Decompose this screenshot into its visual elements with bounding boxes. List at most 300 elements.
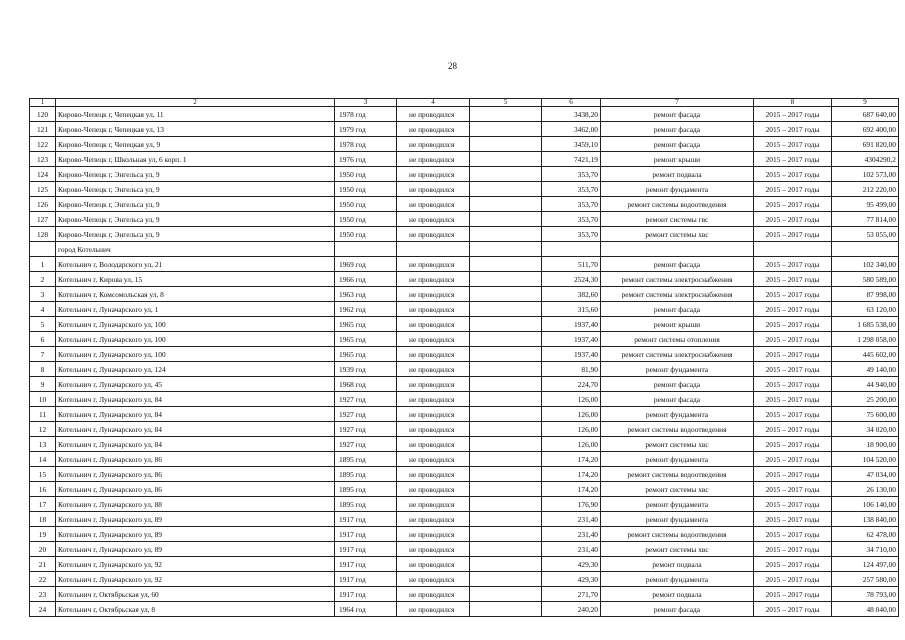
area-cell: 429,30: [542, 572, 601, 587]
cost-cell: 78 793,00: [832, 587, 899, 602]
period-cell: [754, 242, 832, 257]
table-row: [30, 332, 899, 347]
address-cell: Котельнич г, Володарского ул, 21: [56, 257, 335, 272]
table-row: [30, 137, 899, 152]
cost-cell: 47 034,00: [832, 467, 899, 482]
address-cell: Котельнич г, Луначарского ул, 88: [56, 497, 335, 512]
last-repair-cell: не проводился: [397, 122, 470, 137]
column-number: 8: [754, 99, 832, 107]
column-5-cell: [470, 317, 542, 332]
cost-cell: 87 998,00: [832, 287, 899, 302]
table-row: [30, 302, 899, 317]
period-cell: 2015 – 2017 годы: [754, 107, 832, 122]
row-number: 15: [30, 467, 56, 482]
column-5-cell: [470, 527, 542, 542]
area-cell: 353,70: [542, 197, 601, 212]
area-cell: 353,70: [542, 227, 601, 242]
address-cell: Кирово-Чепецк г, Чепецкая ул, 11: [56, 107, 335, 122]
row-number: 11: [30, 407, 56, 422]
period-cell: 2015 – 2017 годы: [754, 332, 832, 347]
cost-cell: 63 120,00: [832, 302, 899, 317]
work-type-cell: ремонт системы хвс: [601, 227, 754, 242]
area-cell: 174,20: [542, 482, 601, 497]
row-number: 1: [30, 257, 56, 272]
column-number: 5: [470, 99, 542, 107]
cost-cell: 691 820,00: [832, 137, 899, 152]
year-built-cell: 1927 год: [335, 392, 397, 407]
row-number: [30, 242, 56, 257]
address-cell: Котельнич г, Луначарского ул, 92: [56, 557, 335, 572]
column-5-cell: [470, 377, 542, 392]
row-number: 126: [30, 197, 56, 212]
column-5-cell: [470, 257, 542, 272]
work-type-cell: ремонт системы водоотведения: [601, 527, 754, 542]
last-repair-cell: не проводился: [397, 287, 470, 302]
row-number: 5: [30, 317, 56, 332]
last-repair-cell: [397, 242, 470, 257]
cost-cell: 18 900,00: [832, 437, 899, 452]
year-built-cell: 1927 год: [335, 437, 397, 452]
table-row: [30, 317, 899, 332]
cost-cell: 25 200,00: [832, 392, 899, 407]
cost-cell: 692 400,00: [832, 122, 899, 137]
period-cell: 2015 – 2017 годы: [754, 272, 832, 287]
year-built-cell: 1950 год: [335, 182, 397, 197]
column-5-cell: [470, 152, 542, 167]
last-repair-cell: не проводился: [397, 302, 470, 317]
cost-cell: 49 140,00: [832, 362, 899, 377]
table-row: [30, 467, 899, 482]
work-type-cell: ремонт системы водоотведения: [601, 197, 754, 212]
work-type-cell: ремонт системы электроснабжения: [601, 287, 754, 302]
address-cell: Котельнич г, Луначарского ул, 124: [56, 362, 335, 377]
row-number: 124: [30, 167, 56, 182]
period-cell: 2015 – 2017 годы: [754, 572, 832, 587]
area-cell: 1937,40: [542, 317, 601, 332]
column-5-cell: [470, 587, 542, 602]
address-cell: Котельнич г, Комсомольская ул, 8: [56, 287, 335, 302]
year-built-cell: 1979 год: [335, 122, 397, 137]
cost-cell: 257 580,00: [832, 572, 899, 587]
last-repair-cell: не проводился: [397, 452, 470, 467]
year-built-cell: 1917 год: [335, 587, 397, 602]
year-built-cell: 1917 год: [335, 572, 397, 587]
row-number: 121: [30, 122, 56, 137]
year-built-cell: 1917 год: [335, 542, 397, 557]
address-cell: Котельнич г, Луначарского ул, 89: [56, 512, 335, 527]
row-number: 6: [30, 332, 56, 347]
table-row: [30, 257, 899, 272]
address-cell: Кирово-Чепецк г, Энгельса ул, 9: [56, 182, 335, 197]
last-repair-cell: не проводился: [397, 437, 470, 452]
column-5-cell: [470, 512, 542, 527]
row-number: 13: [30, 437, 56, 452]
address-cell: Котельнич г, Луначарского ул, 84: [56, 407, 335, 422]
address-cell: Котельнич г, Луначарского ул, 1: [56, 302, 335, 317]
period-cell: 2015 – 2017 годы: [754, 257, 832, 272]
capital-repair-table: [29, 98, 899, 617]
last-repair-cell: не проводился: [397, 167, 470, 182]
work-type-cell: ремонт системы электроснабжения: [601, 347, 754, 362]
address-cell: Котельнич г, Луначарского ул, 89: [56, 542, 335, 557]
address-cell: Котельнич г, Октябрьская ул, 60: [56, 587, 335, 602]
work-type-cell: ремонт фасада: [601, 107, 754, 122]
cost-cell: 124 497,00: [832, 557, 899, 572]
column-5-cell: [470, 302, 542, 317]
address-cell: Котельнич г, Луначарского ул, 100: [56, 332, 335, 347]
work-type-cell: ремонт фасада: [601, 302, 754, 317]
work-type-cell: ремонт системы хвс: [601, 542, 754, 557]
cost-cell: 26 130,00: [832, 482, 899, 497]
column-5-cell: [470, 452, 542, 467]
table-row: [30, 512, 899, 527]
year-built-cell: 1964 год: [335, 602, 397, 617]
address-cell: Кирово-Чепецк г, Энгельса ул, 9: [56, 212, 335, 227]
work-type-cell: ремонт фундамента: [601, 512, 754, 527]
last-repair-cell: не проводился: [397, 137, 470, 152]
year-built-cell: 1950 год: [335, 227, 397, 242]
period-cell: 2015 – 2017 годы: [754, 212, 832, 227]
last-repair-cell: не проводился: [397, 392, 470, 407]
work-type-cell: ремонт фасада: [601, 602, 754, 617]
column-number: 6: [542, 99, 601, 107]
last-repair-cell: не проводился: [397, 587, 470, 602]
table-row: [30, 407, 899, 422]
last-repair-cell: не проводился: [397, 257, 470, 272]
period-cell: 2015 – 2017 годы: [754, 542, 832, 557]
last-repair-cell: не проводился: [397, 602, 470, 617]
last-repair-cell: не проводился: [397, 557, 470, 572]
table-row: [30, 287, 899, 302]
cost-cell: 44 940,00: [832, 377, 899, 392]
table-row: [30, 602, 899, 617]
address-cell: Котельнич г, Луначарского ул, 84: [56, 392, 335, 407]
row-number: 3: [30, 287, 56, 302]
period-cell: 2015 – 2017 годы: [754, 527, 832, 542]
work-type-cell: ремонт фасада: [601, 377, 754, 392]
row-number: 7: [30, 347, 56, 362]
period-cell: 2015 – 2017 годы: [754, 512, 832, 527]
last-repair-cell: не проводился: [397, 332, 470, 347]
table-row: [30, 497, 899, 512]
area-cell: 353,70: [542, 212, 601, 227]
row-number: 19: [30, 527, 56, 542]
work-type-cell: ремонт системы гвс: [601, 212, 754, 227]
address-cell: Котельнич г, Луначарского ул, 45: [56, 377, 335, 392]
column-5-cell: [470, 467, 542, 482]
period-cell: 2015 – 2017 годы: [754, 587, 832, 602]
area-cell: 174,20: [542, 467, 601, 482]
period-cell: 2015 – 2017 годы: [754, 467, 832, 482]
address-cell: город Котельнич: [56, 242, 335, 257]
cost-cell: 104 520,00: [832, 452, 899, 467]
row-number: 9: [30, 377, 56, 392]
year-built-cell: 1950 год: [335, 167, 397, 182]
cost-cell: 1 298 058,00: [832, 332, 899, 347]
year-built-cell: 1963 год: [335, 287, 397, 302]
column-5-cell: [470, 557, 542, 572]
cost-cell: 102 573,00: [832, 167, 899, 182]
address-cell: Кирово-Чепецк г, Чепецкая ул, 13: [56, 122, 335, 137]
cost-cell: 34 020,00: [832, 422, 899, 437]
year-built-cell: 1917 год: [335, 527, 397, 542]
period-cell: 2015 – 2017 годы: [754, 602, 832, 617]
year-built-cell: 1917 год: [335, 557, 397, 572]
last-repair-cell: не проводился: [397, 212, 470, 227]
column-5-cell: [470, 602, 542, 617]
year-built-cell: [335, 242, 397, 257]
work-type-cell: ремонт фасада: [601, 122, 754, 137]
period-cell: 2015 – 2017 годы: [754, 557, 832, 572]
cost-cell: 53 055,00: [832, 227, 899, 242]
year-built-cell: 1969 год: [335, 257, 397, 272]
table-row: [30, 587, 899, 602]
row-number: 125: [30, 182, 56, 197]
row-number: 4: [30, 302, 56, 317]
address-cell: Кирово-Чепецк г, Энгельса ул, 9: [56, 227, 335, 242]
column-number: 3: [335, 99, 397, 107]
row-number: 122: [30, 137, 56, 152]
cost-cell: 1 685 538,00: [832, 317, 899, 332]
period-cell: 2015 – 2017 годы: [754, 152, 832, 167]
row-number: 24: [30, 602, 56, 617]
work-type-cell: ремонт фундамента: [601, 362, 754, 377]
work-type-cell: ремонт фундамента: [601, 407, 754, 422]
cost-cell: 138 840,00: [832, 512, 899, 527]
column-number: 7: [601, 99, 754, 107]
cost-cell: 106 140,00: [832, 497, 899, 512]
area-cell: 224,70: [542, 377, 601, 392]
work-type-cell: ремонт фасада: [601, 257, 754, 272]
area-cell: 1937,40: [542, 347, 601, 362]
period-cell: 2015 – 2017 годы: [754, 227, 832, 242]
column-5-cell: [470, 242, 542, 257]
year-built-cell: 1927 год: [335, 407, 397, 422]
column-number: 2: [56, 99, 335, 107]
cost-cell: 62 478,00: [832, 527, 899, 542]
table-row: [30, 167, 899, 182]
column-5-cell: [470, 182, 542, 197]
address-cell: Котельнич г, Октябрьская ул, 8: [56, 602, 335, 617]
table-row: [30, 557, 899, 572]
area-cell: 231,40: [542, 542, 601, 557]
column-5-cell: [470, 332, 542, 347]
area-cell: 1937,40: [542, 332, 601, 347]
row-number: 8: [30, 362, 56, 377]
table-row: [30, 182, 899, 197]
year-built-cell: 1895 год: [335, 467, 397, 482]
table-row: [30, 542, 899, 557]
period-cell: 2015 – 2017 годы: [754, 362, 832, 377]
area-cell: 511,70: [542, 257, 601, 272]
column-5-cell: [470, 572, 542, 587]
column-5-cell: [470, 362, 542, 377]
period-cell: 2015 – 2017 годы: [754, 137, 832, 152]
address-cell: Котельнич г, Луначарского ул, 89: [56, 527, 335, 542]
table-row: [30, 377, 899, 392]
area-cell: 271,70: [542, 587, 601, 602]
area-cell: 382,60: [542, 287, 601, 302]
table-row: [30, 437, 899, 452]
period-cell: 2015 – 2017 годы: [754, 347, 832, 362]
period-cell: 2015 – 2017 годы: [754, 302, 832, 317]
work-type-cell: ремонт системы водоотведения: [601, 422, 754, 437]
page-number: 28: [448, 61, 457, 71]
area-cell: [542, 242, 601, 257]
row-number: 23: [30, 587, 56, 602]
row-number: 21: [30, 557, 56, 572]
address-cell: Котельнич г, Луначарского ул, 92: [56, 572, 335, 587]
work-type-cell: ремонт подвала: [601, 167, 754, 182]
address-cell: Кирово-Чепецк г, Чепецкая ул, 9: [56, 137, 335, 152]
column-5-cell: [470, 437, 542, 452]
column-5-cell: [470, 227, 542, 242]
work-type-cell: ремонт фасада: [601, 137, 754, 152]
row-number: 22: [30, 572, 56, 587]
area-cell: 231,40: [542, 527, 601, 542]
table-row: [30, 527, 899, 542]
work-type-cell: ремонт крыши: [601, 152, 754, 167]
last-repair-cell: не проводился: [397, 362, 470, 377]
cost-cell: 34 710,00: [832, 542, 899, 557]
cost-cell: 445 602,00: [832, 347, 899, 362]
year-built-cell: 1978 год: [335, 107, 397, 122]
last-repair-cell: не проводился: [397, 497, 470, 512]
last-repair-cell: не проводился: [397, 407, 470, 422]
work-type-cell: ремонт системы хвс: [601, 482, 754, 497]
area-cell: 3438,20: [542, 107, 601, 122]
column-5-cell: [470, 287, 542, 302]
address-cell: Котельнич г, Луначарского ул, 100: [56, 317, 335, 332]
period-cell: 2015 – 2017 годы: [754, 197, 832, 212]
table-row: [30, 122, 899, 137]
table-row: [30, 242, 899, 257]
table-row: [30, 212, 899, 227]
period-cell: 2015 – 2017 годы: [754, 482, 832, 497]
last-repair-cell: не проводился: [397, 227, 470, 242]
area-cell: 174,20: [542, 452, 601, 467]
last-repair-cell: не проводился: [397, 272, 470, 287]
cost-cell: [832, 242, 899, 257]
column-number-row: [30, 99, 899, 107]
row-number: 12: [30, 422, 56, 437]
period-cell: 2015 – 2017 годы: [754, 437, 832, 452]
last-repair-cell: не проводился: [397, 107, 470, 122]
period-cell: 2015 – 2017 годы: [754, 422, 832, 437]
column-5-cell: [470, 137, 542, 152]
cost-cell: 77 814,00: [832, 212, 899, 227]
period-cell: 2015 – 2017 годы: [754, 182, 832, 197]
row-number: 20: [30, 542, 56, 557]
last-repair-cell: не проводился: [397, 317, 470, 332]
row-number: 16: [30, 482, 56, 497]
address-cell: Котельнич г, Луначарского ул, 86: [56, 452, 335, 467]
table-row: [30, 107, 899, 122]
cost-cell: 687 640,00: [832, 107, 899, 122]
address-cell: Котельнич г, Луначарского ул, 100: [56, 347, 335, 362]
area-cell: 315,60: [542, 302, 601, 317]
table-row: [30, 197, 899, 212]
period-cell: 2015 – 2017 годы: [754, 407, 832, 422]
period-cell: 2015 – 2017 годы: [754, 497, 832, 512]
column-number: 1: [30, 99, 56, 107]
column-5-cell: [470, 542, 542, 557]
column-5-cell: [470, 497, 542, 512]
area-cell: 126,00: [542, 392, 601, 407]
table-row: [30, 152, 899, 167]
row-number: 120: [30, 107, 56, 122]
last-repair-cell: не проводился: [397, 197, 470, 212]
work-type-cell: ремонт фундамента: [601, 572, 754, 587]
address-cell: Котельнич г, Луначарского ул, 84: [56, 422, 335, 437]
column-number: 9: [832, 99, 899, 107]
last-repair-cell: не проводился: [397, 152, 470, 167]
work-type-cell: ремонт фундамента: [601, 497, 754, 512]
column-5-cell: [470, 347, 542, 362]
address-cell: Котельнич г, Луначарского ул, 86: [56, 482, 335, 497]
year-built-cell: 1950 год: [335, 197, 397, 212]
column-5-cell: [470, 212, 542, 227]
cost-cell: 4304290,2: [832, 152, 899, 167]
area-cell: 176,90: [542, 497, 601, 512]
period-cell: 2015 – 2017 годы: [754, 377, 832, 392]
work-type-cell: ремонт системы хвс: [601, 437, 754, 452]
column-5-cell: [470, 122, 542, 137]
row-number: 123: [30, 152, 56, 167]
year-built-cell: 1927 год: [335, 422, 397, 437]
address-cell: Котельнич г, Луначарского ул, 86: [56, 467, 335, 482]
period-cell: 2015 – 2017 годы: [754, 317, 832, 332]
address-cell: Кирово-Чепецк г, Энгельса ул, 9: [56, 167, 335, 182]
cost-cell: 102 340,00: [832, 257, 899, 272]
area-cell: 81,90: [542, 362, 601, 377]
work-type-cell: ремонт фасада: [601, 392, 754, 407]
work-type-cell: ремонт системы водоотведения: [601, 467, 754, 482]
period-cell: 2015 – 2017 годы: [754, 452, 832, 467]
year-built-cell: 1965 год: [335, 332, 397, 347]
row-number: 17: [30, 497, 56, 512]
area-cell: 3462,00: [542, 122, 601, 137]
last-repair-cell: не проводился: [397, 512, 470, 527]
cost-cell: 212 220,00: [832, 182, 899, 197]
last-repair-cell: не проводился: [397, 482, 470, 497]
cost-cell: 75 600,00: [832, 407, 899, 422]
address-cell: Котельнич г, Луначарского ул, 84: [56, 437, 335, 452]
address-cell: Котельнич г, Кирова ул, 15: [56, 272, 335, 287]
area-cell: 231,40: [542, 512, 601, 527]
work-type-cell: ремонт фундамента: [601, 182, 754, 197]
row-number: 2: [30, 272, 56, 287]
last-repair-cell: не проводился: [397, 182, 470, 197]
row-number: 128: [30, 227, 56, 242]
row-number: 10: [30, 392, 56, 407]
year-built-cell: 1895 год: [335, 497, 397, 512]
row-number: 127: [30, 212, 56, 227]
table-row: [30, 347, 899, 362]
work-type-cell: ремонт крыши: [601, 317, 754, 332]
column-number: 4: [397, 99, 470, 107]
area-cell: 3459,10: [542, 137, 601, 152]
area-cell: 353,70: [542, 182, 601, 197]
area-cell: 126,00: [542, 407, 601, 422]
table-row: [30, 452, 899, 467]
column-5-cell: [470, 482, 542, 497]
cost-cell: 48 040,00: [832, 602, 899, 617]
column-5-cell: [470, 197, 542, 212]
table-row: [30, 482, 899, 497]
last-repair-cell: не проводился: [397, 422, 470, 437]
table-row: [30, 392, 899, 407]
